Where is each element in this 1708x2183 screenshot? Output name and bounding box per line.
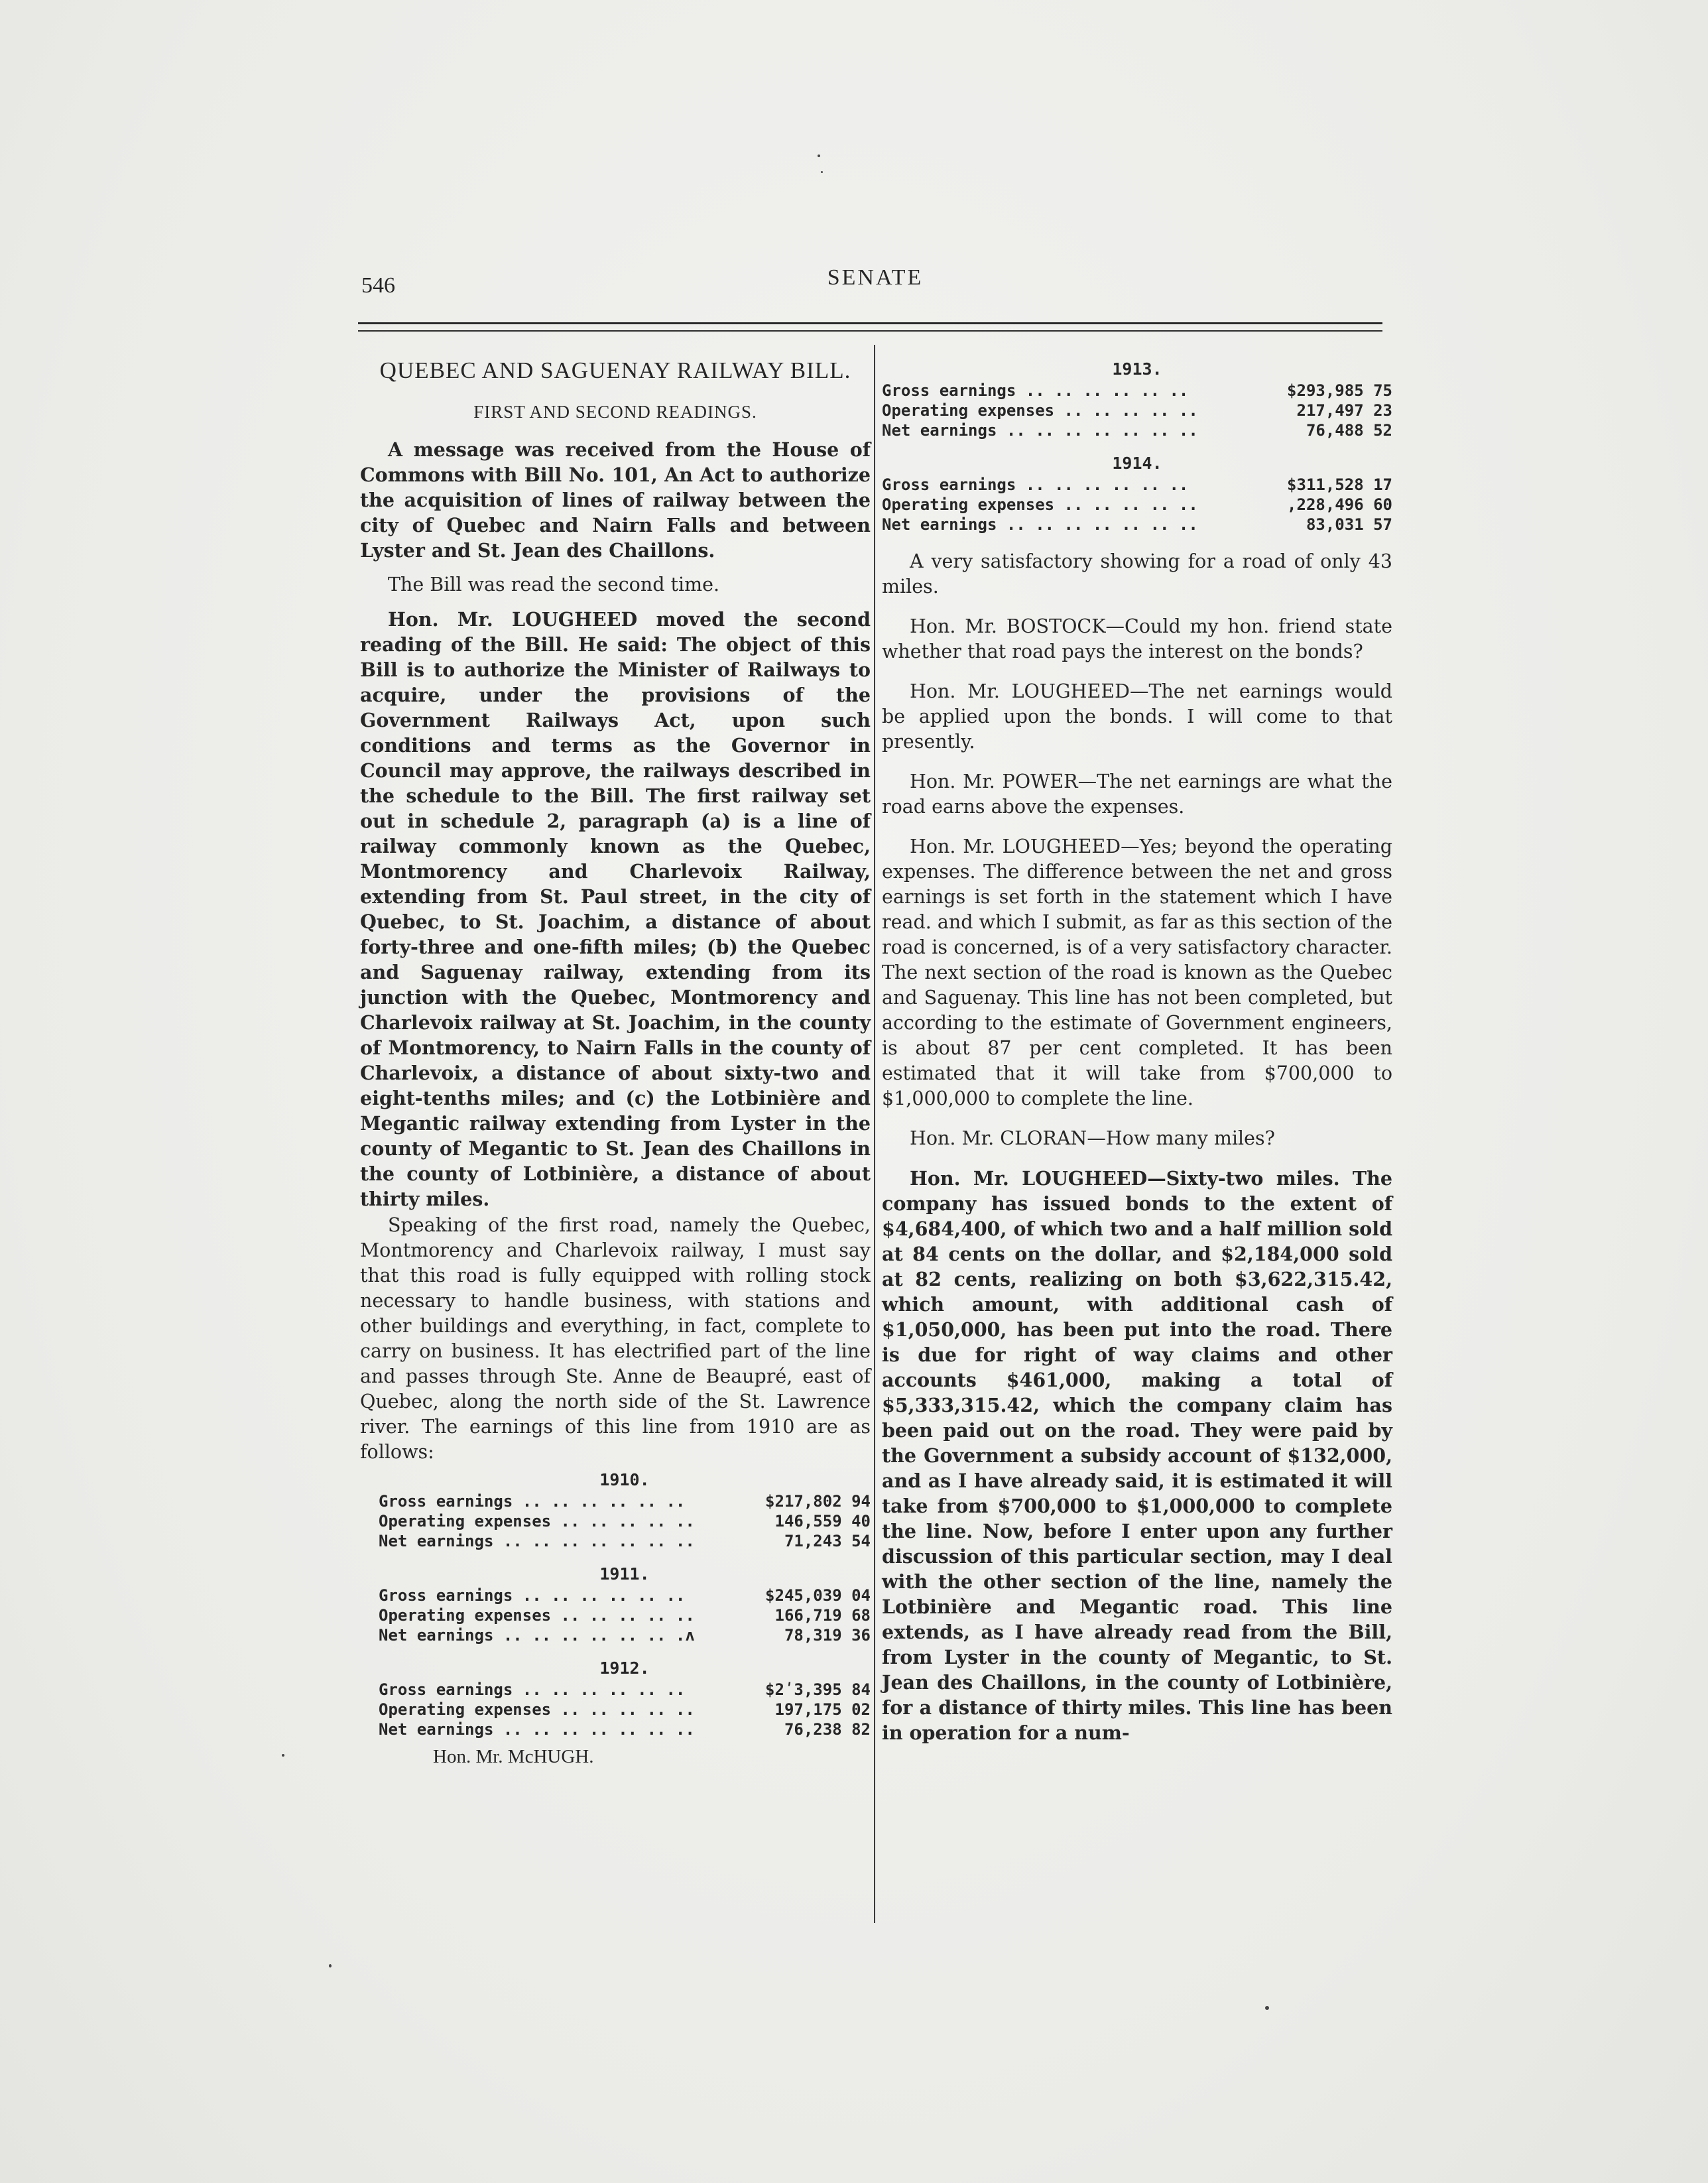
paragraph: Hon. Mr. CLORAN—How many miles? <box>910 1127 1275 1149</box>
row-amount: 78,319 36 <box>784 1626 871 1645</box>
scan-speck <box>282 1754 284 1757</box>
table-row <box>379 1680 871 1700</box>
table-year: 1911. <box>599 1564 650 1584</box>
table-row <box>882 381 1392 401</box>
table-row <box>882 475 1392 495</box>
paragraph: The Bill was read the second time. <box>388 574 720 595</box>
row-amount: 217,497 23 <box>1296 401 1392 420</box>
table-year: 1914. <box>1112 454 1162 473</box>
running-header: SENATE <box>827 265 924 290</box>
paragraph: Speaking of the first road, namely the Quebec, Montmorency and Charlevoix railway, I must say that this road is fully equipped with rolling stock necessary to handle business, with stations and other buildings and everything, in fact, complete to carry on business. It has electrified part of the line and passes through Ste. Anne de Beaupré, east of Quebec, along the north side of the St. Lawrence river. The earnings of this line from 1910 are as follows: <box>360 1214 871 1463</box>
row-amount: $217,802 94 <box>765 1492 871 1511</box>
table-row <box>882 401 1392 420</box>
row-label: Operating expenses .. .. .. .. .. <box>882 495 1198 514</box>
earnings-table-1913 <box>882 358 1392 440</box>
row-label: Net earnings .. .. .. .. .. .. .. <box>379 1532 695 1550</box>
footer-speaker: Hon. Mr. McHUGH. <box>433 1746 594 1767</box>
column-divider <box>874 345 875 1923</box>
table-year: 1912. <box>599 1658 650 1678</box>
row-amount: $311,528 17 <box>1287 475 1392 494</box>
paragraph: Hon. Mr. BOSTOCK—Could my hon. friend state whether that road pays the interest on the bonds? <box>882 615 1392 662</box>
table-row <box>882 495 1392 515</box>
earnings-table-1911 <box>360 1563 871 1645</box>
table-row <box>379 1605 871 1625</box>
table-row <box>379 1491 871 1511</box>
row-amount: 76,488 52 <box>1306 421 1392 440</box>
article-title: QUEBEC AND SAGUENAY RAILWAY BILL. <box>379 357 851 383</box>
row-label: Operating expenses .. .. .. .. .. <box>379 1606 695 1625</box>
paragraph: Hon. Mr. LOUGHEED moved the second reading of the Bill. He said: The object of this Bill is to authorize the Minister of Railways to acquire, under the provisions of the Government Railways Act, upon such conditions and terms as the Governor in Council may approve, the railways described in the schedule to the Bill. The first railway set out in schedule 2, paragraph (a) is a line of railway commonly known as the Quebec, Montmorency and Charlevoix Railway, extending from St. Paul street, in the city of Quebec, to St. Joachim, a distance of about forty-three and one-fifth miles; (b) the Quebec and Saguenay railway, extending from its junction with the Quebec, Montmorency and Charlevoix railway at St. Joachim, in the county of Montmorency, to Nairn Falls in the county of Charlevoix, a distance of about sixty-two and eight-tenths miles; and (c) the Lotbinière and Megantic railway extending from Lyster in the county of Megantic to St. Jean des Chaillons in the county of Lotbinière, a distance of about thirty miles. <box>360 608 871 1210</box>
paragraph: A message was received from the House of Commons with Bill No. 101, An Act to authorize the acquisition of lines of railway between the city of Quebec and Nairn Falls and between Lyster and St. Jean des Chaillons. <box>360 438 871 562</box>
row-label: Operating expenses .. .. .. .. .. <box>379 1512 695 1530</box>
row-label: Net earnings .. .. .. .. .. .. .. <box>882 515 1198 534</box>
table-row <box>882 420 1392 440</box>
article-subtitle: FIRST AND SECOND READINGS. <box>473 402 757 422</box>
table-row <box>379 1586 871 1605</box>
table-year: 1913. <box>1112 359 1162 379</box>
table-row <box>379 1625 871 1645</box>
row-amount: 197,175 02 <box>774 1700 871 1719</box>
row-label: Gross earnings .. .. .. .. .. .. <box>882 475 1189 494</box>
row-amount: 83,031 57 <box>1306 515 1392 534</box>
row-label: Gross earnings .. .. .. .. .. .. <box>379 1680 686 1699</box>
page-number: 546 <box>361 273 395 298</box>
paragraph: Hon. Mr. LOUGHEED—Yes; beyond the operating expenses. The difference between the net and gross earnings is set forth in the statement which I have read. and which I submit, as far as this section of the road is concerned, is of a very satisfactory character. The next section of the road is known as the Quebec and Saguenay. This line has not been completed, but according to the estimate of Government engineers, is about 87 per cent completed. It has been estimated that it will take from $700,000 to $1,000,000 to complete the line. <box>882 836 1392 1109</box>
header-rule-top <box>358 322 1382 324</box>
row-amount: 76,238 82 <box>784 1720 871 1739</box>
left-column <box>360 358 871 1768</box>
paragraph: A very satisfactory showing for a road of only 43 miles. <box>882 550 1392 597</box>
table-row <box>379 1719 871 1739</box>
row-amount: $293,985 75 <box>1287 381 1392 400</box>
row-amount: $245,039 04 <box>765 1586 871 1605</box>
row-label: Gross earnings .. .. .. .. .. .. <box>882 381 1189 400</box>
paragraph: Hon. Mr. LOUGHEED—The net earnings would be applied upon the bonds. I will come to that presently. <box>882 680 1392 753</box>
table-year: 1910. <box>599 1470 650 1489</box>
earnings-table-1914 <box>882 452 1392 534</box>
table-row <box>379 1531 871 1551</box>
table-row <box>379 1511 871 1531</box>
row-amount: ,228,496 60 <box>1287 495 1392 514</box>
row-amount: 71,243 54 <box>784 1532 871 1550</box>
header-rule-bottom <box>358 330 1382 332</box>
row-amount: $2ʹ3,395 84 <box>765 1680 871 1699</box>
row-amount: 166,719 68 <box>774 1606 871 1625</box>
row-label: Operating expenses .. .. .. .. .. <box>379 1700 695 1719</box>
scan-speck <box>1265 2006 1269 2010</box>
paragraph: Hon. Mr. POWER—The net earnings are what the road earns above the expenses. <box>882 771 1392 818</box>
row-label: Net earnings .. .. .. .. .. .. .. <box>882 421 1198 440</box>
row-label: Net earnings .. .. .. .. .. .. .ʌ <box>379 1626 695 1645</box>
scan-speck <box>821 171 823 173</box>
earnings-table-1912 <box>360 1657 871 1739</box>
scan-speck <box>818 155 820 157</box>
table-row <box>379 1700 871 1719</box>
scan-speck <box>329 1964 332 1967</box>
row-amount: 146,559 40 <box>774 1512 871 1530</box>
right-column <box>882 358 1392 1745</box>
earnings-table-1910 <box>360 1469 871 1551</box>
row-label: Net earnings .. .. .. .. .. .. .. <box>379 1720 695 1739</box>
table-row <box>882 515 1392 534</box>
row-label: Gross earnings .. .. .. .. .. .. <box>379 1492 686 1511</box>
paragraph: Hon. Mr. LOUGHEED—Sixty-two miles. The company has issued bonds to the extent of $4,684,400, of which two and a half million sold at 84 cents on the dollar, and $2,184,000 sold at 82 cents, realizing on both $3,622,315.42, which amount, with additional cash of $1,050,000, has been put into the road. There is due for right of way claims and other accounts $461,000, making a total of $5,333,315.42, which the company claim has been paid out on the road. They were paid by the Government a subsidy account of $132,000, and as I have already said, it is estimated it will take from $700,000 to $1,000,000 to complete the line. Now, before I enter upon any further discussion of this particular section, may I deal with the other section of the line, namely the Lotbinière and Megantic road. This line extends, as I have already read from the Bill, from Lyster in the county of Megantic, to St. Jean des Chaillons, in the county of Lotbinière, for a distance of thirty miles. This line has been in operation for a num- <box>882 1167 1392 1744</box>
row-label: Operating expenses .. .. .. .. .. <box>882 401 1198 420</box>
row-label: Gross earnings .. .. .. .. .. .. <box>379 1586 686 1605</box>
